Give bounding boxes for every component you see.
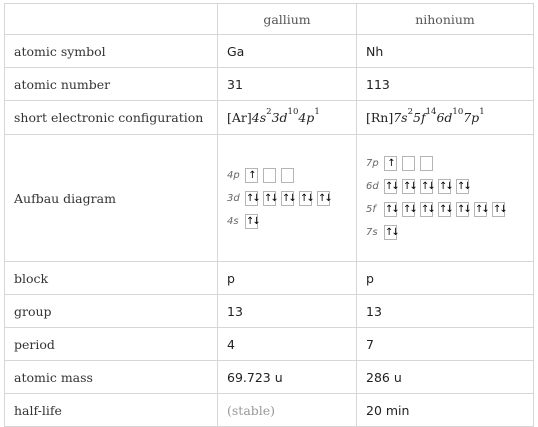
orbital-box: ↑↓ bbox=[300, 192, 313, 204]
gallium-aufbau-diagram bbox=[218, 135, 357, 262]
row-label: atomic number bbox=[5, 68, 218, 101]
row-label: Aufbau diagram bbox=[5, 135, 218, 262]
nihonium-aufbau-diagram bbox=[357, 135, 534, 262]
orbital-row bbox=[227, 190, 356, 206]
nihonium-symbol: Nh bbox=[357, 35, 534, 68]
orbital-row bbox=[227, 167, 356, 183]
row-atomic-number bbox=[5, 68, 534, 101]
row-period bbox=[5, 328, 534, 361]
orbital-label: 7s bbox=[366, 227, 378, 238]
row-label: half-life bbox=[5, 394, 218, 427]
orbital-row bbox=[366, 202, 533, 218]
row-group bbox=[5, 295, 534, 328]
header-empty bbox=[5, 4, 218, 35]
nihonium-config: $[Rn]7s^25f^{14}6d^{10}7p^1$ bbox=[357, 101, 534, 135]
row-label: atomic symbol bbox=[5, 35, 218, 68]
row-block bbox=[5, 262, 534, 295]
gallium-group: 13 bbox=[218, 295, 357, 328]
nihonium-mass: 286 u bbox=[357, 361, 534, 394]
nihonium-block: p bbox=[357, 262, 534, 295]
orbital-box: ↑↓ bbox=[457, 204, 470, 215]
orbital-box: ↑↓ bbox=[421, 181, 434, 192]
row-electron-config bbox=[5, 101, 534, 135]
orbital-row bbox=[366, 179, 533, 195]
orbital-label: 4s bbox=[227, 215, 239, 227]
gallium-config: $[Ar]4s^23d^{10}4p^1$ bbox=[218, 101, 357, 135]
orbital-label: 4p bbox=[227, 169, 240, 181]
header-nihonium: nihonium bbox=[357, 4, 534, 35]
orbital-box: ↑↓ bbox=[385, 204, 398, 215]
row-aufbau bbox=[5, 135, 534, 262]
orbital-box bbox=[402, 156, 415, 171]
orbital-box: ↑↓ bbox=[264, 192, 277, 204]
orbital-box: ↑↓ bbox=[403, 204, 416, 215]
row-half-life bbox=[5, 394, 534, 427]
orbital-label: 3d bbox=[227, 192, 240, 204]
row-label: short electronic configuration bbox=[5, 101, 218, 135]
orbital-box: ↑↓ bbox=[385, 227, 398, 238]
header-row bbox=[5, 4, 534, 35]
orbital-box: ↑↓ bbox=[246, 192, 259, 204]
orbital-row bbox=[366, 156, 533, 172]
nihonium-group: 13 bbox=[357, 295, 534, 328]
gallium-block: p bbox=[218, 262, 357, 295]
gallium-half-life: (stable) bbox=[218, 394, 357, 427]
row-label: group bbox=[5, 295, 218, 328]
orbital-box: ↑↓ bbox=[246, 215, 259, 227]
orbital-label: 6d bbox=[366, 181, 379, 192]
orbital-box: ↑↓ bbox=[318, 192, 331, 204]
orbital-row bbox=[366, 225, 533, 241]
orbital-box bbox=[420, 156, 433, 171]
row-label: block bbox=[5, 262, 218, 295]
row-label: period bbox=[5, 328, 218, 361]
gallium-mass: 69.723 u bbox=[218, 361, 357, 394]
orbital-label: 7p bbox=[366, 158, 379, 169]
nihonium-number: 113 bbox=[357, 68, 534, 101]
orbital-box: ↑↓ bbox=[421, 204, 434, 215]
orbital-box: ↑↓ bbox=[457, 181, 470, 192]
orbital-box: ↑↓ bbox=[475, 204, 488, 215]
row-label: atomic mass bbox=[5, 361, 218, 394]
orbital-label: 5f bbox=[366, 204, 376, 215]
row-atomic-symbol bbox=[5, 35, 534, 68]
orbital-box bbox=[263, 168, 276, 183]
orbital-box: ↑↓ bbox=[282, 192, 295, 204]
nihonium-period: 7 bbox=[357, 328, 534, 361]
gallium-number: 31 bbox=[218, 68, 357, 101]
row-atomic-mass bbox=[5, 361, 534, 394]
orbital-box: ↑ bbox=[384, 156, 397, 171]
element-comparison-table bbox=[4, 3, 534, 427]
header-gallium: gallium bbox=[218, 4, 357, 35]
orbital-row bbox=[227, 213, 356, 229]
gallium-period: 4 bbox=[218, 328, 357, 361]
orbital-box: ↑↓ bbox=[385, 181, 398, 192]
nihonium-half-life: 20 min bbox=[357, 394, 534, 427]
orbital-box: ↑↓ bbox=[439, 204, 452, 215]
gallium-symbol: Ga bbox=[218, 35, 357, 68]
orbital-box: ↑↓ bbox=[439, 181, 452, 192]
orbital-box: ↑↓ bbox=[403, 181, 416, 192]
orbital-box: ↑ bbox=[245, 168, 258, 183]
orbital-box bbox=[281, 168, 294, 183]
orbital-box: ↑↓ bbox=[493, 204, 506, 215]
